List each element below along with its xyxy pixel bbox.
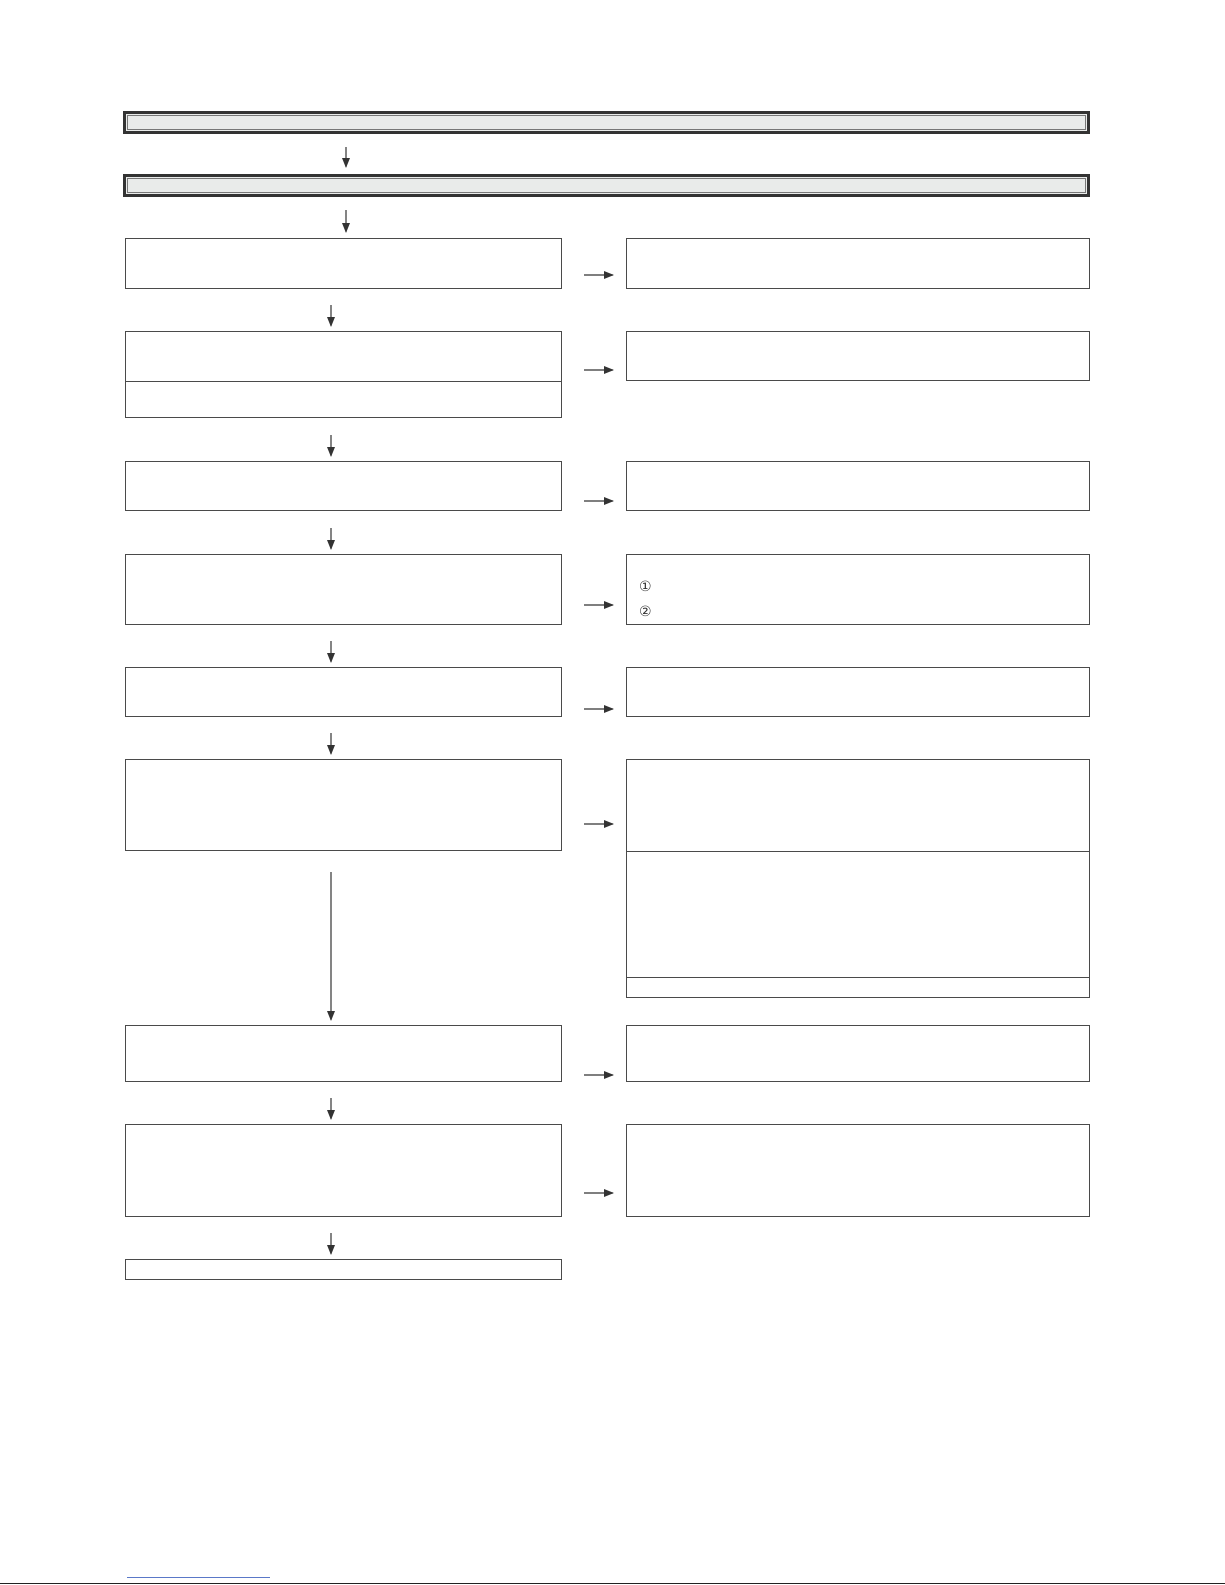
page-bottom-line <box>0 1583 1225 1584</box>
circled-one-marker: ① <box>639 579 652 595</box>
circled-two-marker: ② <box>639 604 652 620</box>
footer-link-underline <box>127 1577 270 1578</box>
